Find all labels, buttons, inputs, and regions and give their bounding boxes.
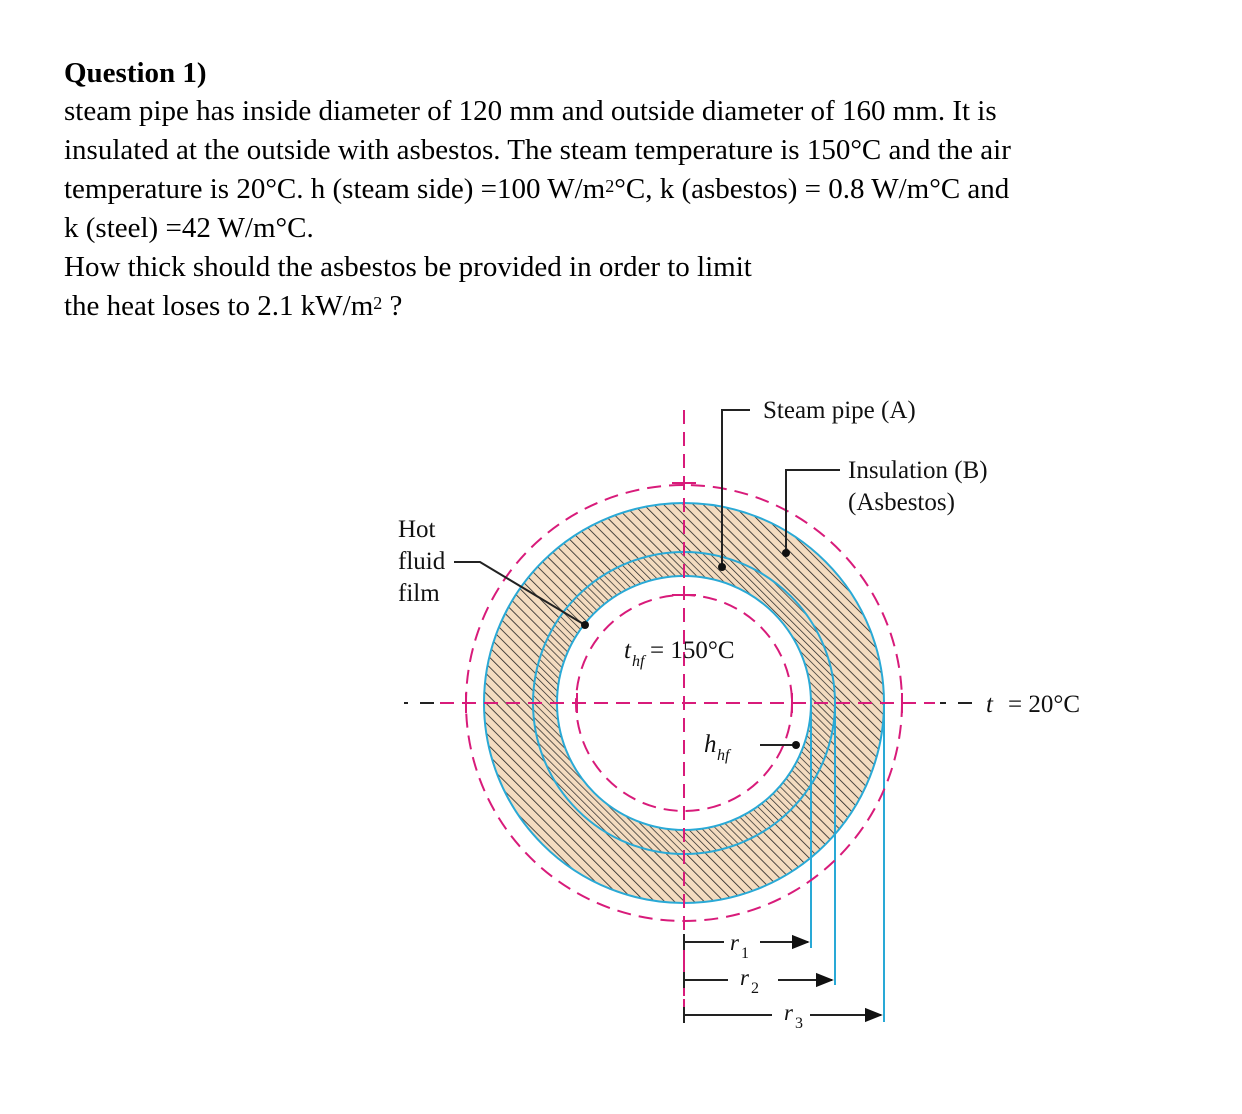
r1-symbol: r — [730, 930, 739, 955]
r2-symbol: r — [740, 965, 749, 990]
r3-subscript: 3 — [795, 1015, 803, 1032]
text-segment: the heat loses to 2.1 kW/m — [64, 290, 374, 322]
hot-fluid-label-1: Hot — [398, 516, 436, 543]
heat-transfer-coefficient-label — [704, 731, 732, 764]
radius-dimensions — [684, 934, 881, 1023]
question-line-4: k (steel) =42 W/m°C. — [64, 212, 314, 244]
question-line-2: insulated at the outside with asbestos. The steam temperature is 150°C and the air — [64, 134, 1011, 166]
subscript-hf: hf — [632, 653, 645, 670]
superscript: 2 — [605, 176, 615, 196]
insulation-label-2: (Asbestos) — [848, 489, 955, 516]
superscript: 2 — [373, 293, 383, 313]
value-150C: = 150°C — [650, 637, 735, 664]
hot-fluid-label-3: film — [398, 580, 440, 607]
symbol-t: t — [624, 637, 631, 664]
r3-symbol: r — [784, 1000, 793, 1025]
subscript-hf: hf — [717, 747, 730, 764]
symbol-t: t — [986, 691, 993, 718]
r1-subscript: 1 — [741, 945, 749, 962]
insulation-label-1: Insulation (B) — [848, 457, 988, 484]
air-temperature-label — [986, 691, 1080, 718]
value-20C: = 20°C — [1008, 691, 1081, 718]
symbol-h: h — [704, 731, 717, 758]
steam-temperature-label — [624, 637, 735, 670]
hot-fluid-label-2: fluid — [398, 548, 446, 575]
question-title: Question 1) — [64, 57, 207, 89]
question-line-1: steam pipe has inside diameter of 120 mm and outside diameter of 160 mm. It is — [64, 95, 997, 127]
text-segment: °C, k (asbestos) = 0.8 W/m°C and — [614, 173, 1010, 205]
text-segment: temperature is 20°C. h (steam side) =100 W/m — [64, 173, 606, 205]
steam-pipe-label: Steam pipe (A) — [763, 397, 916, 424]
question-line-5: How thick should the asbestos be provided in order to limit — [64, 251, 752, 283]
r2-subscript: 2 — [751, 980, 759, 997]
text-segment: ? — [382, 290, 403, 322]
